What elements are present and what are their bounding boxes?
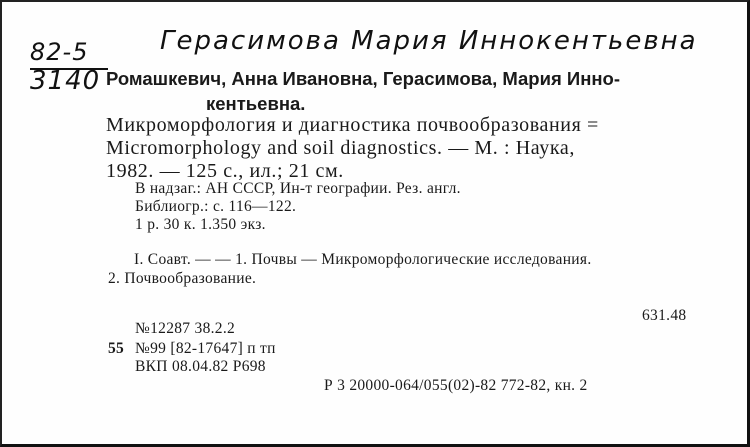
note-line-1: В надзаг.: АН СССР, Ин-т географии. Рез. англ. [135,180,461,197]
note-line-2: Библиогр.: с. 116—122. [135,198,297,215]
tracing-line-2: 2. Почвообразование. [108,270,257,287]
author-heading-line-1: Ромашкевич, Анна Ивановна, Герасимова, Мария Инно- [106,68,621,89]
accession-line-3: ВКП 08.04.82 Р698 [135,358,266,375]
accession-line-2: №99 [82-17647] п тп [135,340,276,357]
accession-line-1: №12287 38.2.2 [135,320,236,337]
accession-number-label: 55 [108,340,125,357]
handwritten-call-number-bottom: 3140 [30,66,101,96]
handwritten-call-number-top: 82-5 [30,38,89,66]
accession-line-4: Р 3 20000-064/055(02)-82 772-82, кн. 2 [324,377,588,394]
title-line-3: 1982. — 125 с., ил.; 21 см. [106,160,344,182]
author-heading-line-2: кентьевна. [206,93,306,114]
handwritten-author-name: Герасимова Мария Иннокентьевна [160,26,698,56]
title-line-1: Микроморфология и диагностика почвообразования = [106,114,599,136]
title-line-2: Micromorphology and soil diagnostics. — М. : Наука, [106,137,575,159]
udc-number: 631.48 [642,307,687,324]
tracing-line-1: I. Соавт. — — 1. Почвы — Микроморфологические исследования. [134,251,592,268]
note-line-3: 1 р. 30 к. 1.350 экз. [135,216,266,233]
